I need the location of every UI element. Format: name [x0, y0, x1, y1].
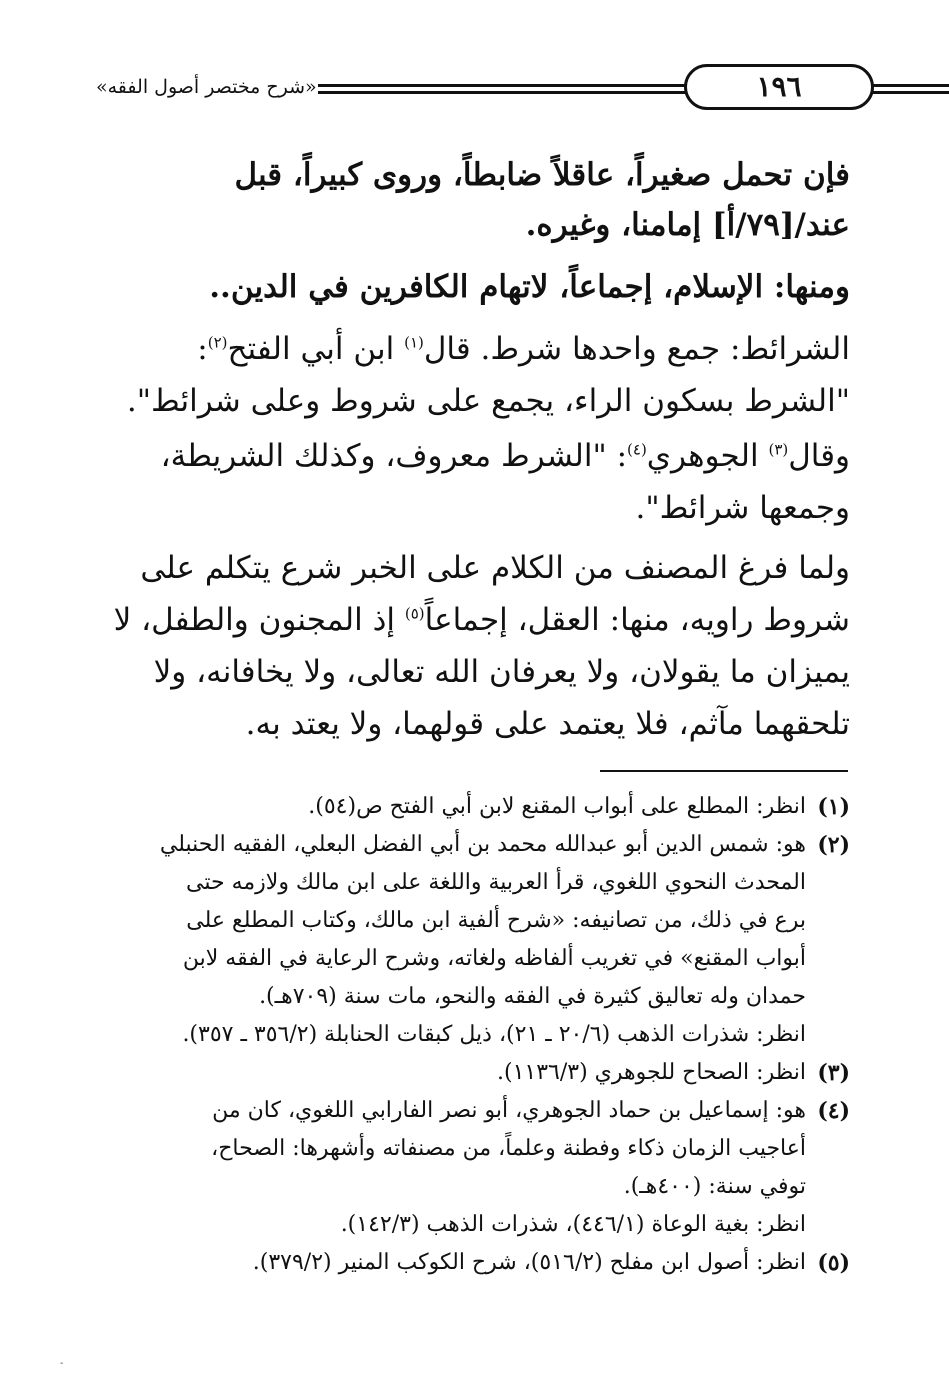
- footnote-separator: [600, 770, 848, 772]
- footnote-ref[interactable]: (٣): [768, 440, 789, 459]
- footnote-line: انظر: أصول ابن مفلح (٥١٦/٢)، شرح الكوكب المنير (٣٧٩/٢).: [252, 1250, 806, 1275]
- footnote-number: (٤): [817, 1098, 850, 1124]
- text-line: ولما فرغ المصنف من الكلام على الخبر شرع يتكلم على: [140, 550, 850, 586]
- footnote-item: [100, 1092, 850, 1244]
- matn-line: عند/[٧٩/أ] إمامنا، وغيره.: [525, 207, 850, 243]
- footnote-line: هو: شمس الدين أبو عبدالله محمد بن أبي الفضل البعلي، الفقيه الحنبلي: [159, 832, 806, 857]
- header-rule-right: [866, 84, 949, 94]
- text-line: وجمعها شرائط".: [635, 490, 850, 526]
- footnote-number: (٢): [817, 832, 850, 858]
- footnote-ref[interactable]: (١): [404, 333, 424, 352]
- footnote-line: انظر: المطلع على أبواب المقنع لابن أبي الفتح ص(٥٤).: [308, 794, 806, 819]
- page-header: [96, 64, 856, 116]
- footnote-line: انظر: بغية الوعاة (٤٤٦/١)، شذرات الذهب (١٤٢/٣).: [340, 1212, 806, 1237]
- footnote-item: [100, 1054, 850, 1092]
- text-line: "الشرط بسكون الراء، يجمع على شروط وعلى شرائط".: [126, 383, 850, 419]
- matn-paragraph-2: [100, 262, 850, 312]
- footnote-number: (٣): [817, 1060, 850, 1086]
- footnote-line: انظر: الصحاح للجوهري (١١٣٦/٣).: [497, 1060, 806, 1085]
- footnote-line: المحدث النحوي اللغوي، قرأ العربية واللغة على ابن مالك ولازمه حتى: [186, 870, 806, 895]
- matn-line: فإن تحمل صغيراً، عاقلاً ضابطاً، وروى كبيراً، قبل: [234, 157, 850, 193]
- text-line: يميزان ما يقولان، ولا يعرفان الله تعالى، ولا يخافانه، ولا: [153, 654, 850, 690]
- footnote-item: [100, 1244, 850, 1282]
- page-number: ١٩٦: [684, 64, 874, 110]
- footnote-ref[interactable]: (٢): [207, 333, 228, 352]
- text-line: وقال$^{(٣)}$ الجوهري$^{(٤)}$: "الشرط معروف، وكذلك الشريطة،: [160, 438, 850, 474]
- matn-line: ومنها: الإسلام، إجماعاً، لاتهام الكافرين في الدين..: [209, 269, 850, 305]
- commentary-paragraph-1: [100, 323, 850, 427]
- footnote-line: توفي سنة: (٤٠٠هـ).: [623, 1174, 806, 1199]
- matn-paragraph-1: [100, 150, 850, 250]
- footnote-number: (١): [817, 794, 850, 820]
- scan-mark: -: [60, 1358, 64, 1369]
- footnote-line: انظر: شذرات الذهب (٢٠/٦ ـ ٢١)، ذيل كبقات الحنابلة (٣٥٦/٢ ـ ٣٥٧).: [182, 1022, 806, 1047]
- footnote-line: أعاجيب الزمان ذكاء وفطنة وعلماً، من مصنفاته وأشهرها: الصحاح،: [211, 1136, 806, 1161]
- footnote-ref[interactable]: (٥): [404, 604, 425, 623]
- text-line: شروط راويه، منها: العقل، إجماعاً$^{(٥)}$ إذ المجنون والطفل، لا: [113, 602, 850, 638]
- commentary-paragraph-2: [100, 430, 850, 534]
- footnote-number: (٥): [817, 1250, 850, 1276]
- commentary-paragraph-3: [100, 542, 850, 750]
- footnote-ref[interactable]: (٤): [627, 440, 647, 459]
- text-line: الشرائط: جمع واحدها شرط. قال$^{(١)}$ ابن أبي الفتح$^{(٢)}$:: [197, 331, 850, 367]
- footnote-line: حمدان وله تعاليق كثيرة في الفقه والنحو، مات سنة (٧٠٩هـ).: [259, 984, 806, 1009]
- footnotes: [100, 788, 850, 1282]
- footnote-line: برع في ذلك، من تصانيفه: «شرح ألفية ابن مالك، وكتاب المطلع على: [186, 908, 806, 933]
- running-title: «شرح مختصر أصول الفقه»: [96, 76, 317, 98]
- text-line: تلحقهما مآثم، فلا يعتمد على قولهما، ولا يعتد به.: [245, 706, 850, 742]
- footnote-item: [100, 826, 850, 1054]
- footnote-line: أبواب المقنع» في تغريب ألفاظه ولغاته، وشرح الرعاية في الفقه لابن: [182, 946, 806, 971]
- footnote-item: [100, 788, 850, 826]
- footnote-line: هو: إسماعيل بن حماد الجوهري، أبو نصر الفارابي اللغوي، كان من: [212, 1098, 806, 1123]
